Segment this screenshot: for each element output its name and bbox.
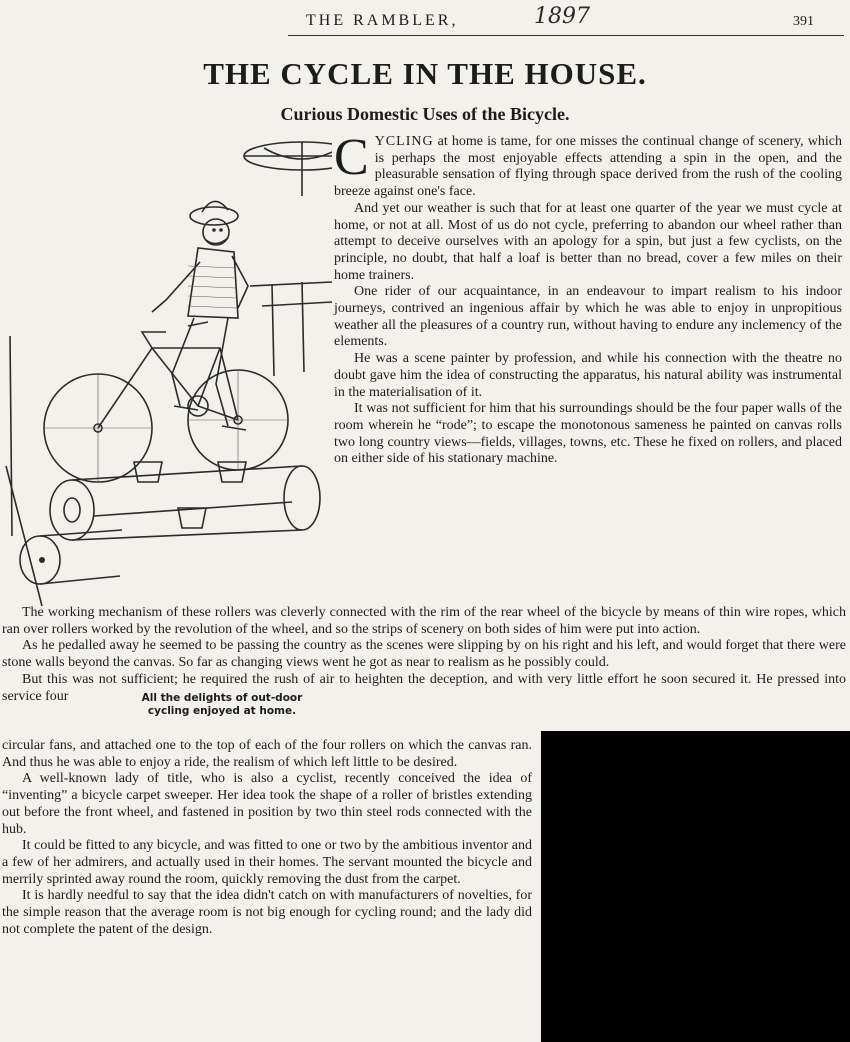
article-subheadline: Curious Domestic Uses of the Bicycle. bbox=[280, 104, 570, 124]
page-number: 391 bbox=[793, 14, 814, 29]
drop-cap: C bbox=[334, 129, 369, 186]
cyclist-on-rollers-engraving-icon bbox=[2, 136, 332, 606]
article-paragraph-7: As he pedalled away he seemed to be passing the country as the scenes were slipping by on his right and his left, and would forget that there were stone walls beyond the canvas. So far as changing views went he got as near to realism as he possibly could. bbox=[2, 638, 846, 671]
publication-title: THE RAMBLER, bbox=[306, 12, 459, 29]
article-paragraph-2: And yet our weather is such that for at least one quarter of the year we must cycle at home, or not at all. Most of us do not cycle, preferring to abandon our wheel rather than attempt to deceive ourselves with an apology for a spin, but just a few cyclists, on the principle, no doubt, that half a loaf is better than no bread, cover a few miles on their home trainers. bbox=[334, 200, 842, 283]
illustration-caption: All the delights of out-door cycling enjoyed at home. bbox=[141, 692, 303, 717]
article-paragraph-1 bbox=[334, 129, 842, 201]
running-head bbox=[0, 6, 850, 34]
header-rule bbox=[288, 35, 844, 36]
article-paragraph-8: But this was not sufficient; he required the rush of air to heighten the deception, and with very little effort he soon secured it. He pressed into service four bbox=[2, 671, 846, 704]
article-full-width bbox=[2, 605, 846, 705]
article-paragraph-9: A well-known lady of title, who is also a cyclist, recently conceived the idea of “inventing” a bicycle carpet sweeper. Her idea took the shape of a roller of bristles extending out before the front wheel, and fastened in position by two thin steel rods connected with the hub. bbox=[2, 771, 532, 837]
article-column-right bbox=[334, 129, 842, 468]
article-paragraph-3: One rider of our acquaintance, in an endeavour to impart realism to his indoor journeys, contrived an ingenious affair by which he was able to enjoy in unpropitious weather all the pleasures of a country run, without having to endure any inclemency of the elements. bbox=[334, 284, 842, 350]
article-paragraph-4: He was a scene painter by profession, and while his connection with the theatre no doubt gave him the idea of constructing the apparatus, his natural ability was instrumental in the materialisation of it. bbox=[334, 351, 842, 400]
article-headline: THE CYCLE IN THE HOUSE. bbox=[203, 56, 647, 91]
article-paragraph-5: It was not sufficient for him that his surroundings should be the four paper walls of the room wherein he “rode”; to escape the monotonous sameness he painted on canvas rolls two long country views—fields, villages, towns, etc. These he fixed on rollers, and placed on either side of his stationary machine. bbox=[334, 401, 842, 467]
illustration bbox=[2, 136, 332, 717]
article-paragraph-11: It is hardly needful to say that the idea didn't catch on with manufacturers of novelties, for the simple reason that the average room is not big enough for cycling round; and the lady did not complete the patent of the design. bbox=[2, 888, 532, 937]
opening-word: YCLING bbox=[374, 134, 434, 149]
black-region bbox=[541, 731, 850, 1042]
article-column-left bbox=[2, 738, 532, 938]
handwritten-year: 1897 bbox=[534, 4, 590, 29]
article-paragraph-6: The working mechanism of these rollers was cleverly connected with the rim of the rear wheel of the bicycle by means of thin wire ropes, which ran over rollers worked by the revolution of the wheel, and so the strips of scenery on both sides of him were put into action. bbox=[2, 605, 846, 637]
article-paragraph-8-continued: circular fans, and attached one to the top of each of the four rollers on which the canvas ran. And thus he was able to enjoy a ride, the realism of which left little to be desired. bbox=[2, 738, 532, 770]
article-paragraph-10: It could be fitted to any bicycle, and was fitted to one or two by the ambitious inventor and a few of her admirers, and actually used in their homes. The servant mounted the bicycle and merrily sprinted away round the room, quickly removing the dust from the carpet. bbox=[2, 838, 532, 887]
opening-text: at home is tame, for one misses the continual change of scenery, which is perhaps the most enjoyable effects attending a spin in the open, and the pleasurable sensation of flying through space derived from the rush of the cooling breeze against one's face. bbox=[334, 134, 842, 200]
